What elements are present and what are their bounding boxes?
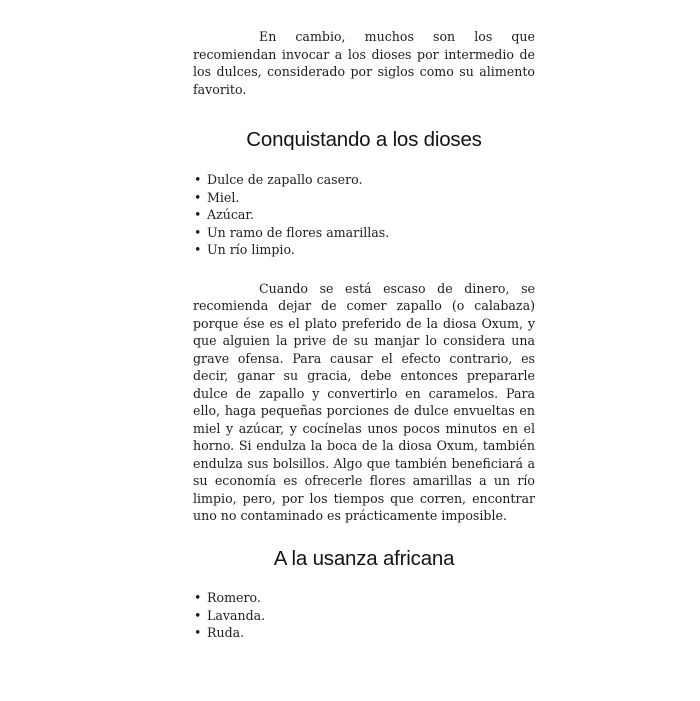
intro-paragraph: En cambio, muchos son los que recomiendan invocar a los dioses por intermedio de los dulces, considerado por siglos como su alimento favorito. (193, 29, 535, 97)
list-item: • Miel. (193, 189, 535, 207)
list-item: • Azúcar. (193, 206, 535, 224)
book-page (193, 28, 535, 642)
list-item: • Un río limpio. (193, 241, 535, 259)
list-item: • Un ramo de flores amarillas. (193, 224, 535, 242)
section-heading-conquistando: Conquistando a los dioses (246, 128, 482, 151)
list-item: • Dulce de zapallo casero. (193, 171, 535, 189)
list-item: • Lavanda. (193, 607, 535, 625)
list-item: • Ruda. (193, 624, 535, 642)
section-heading-usanza-africana: A la usanza africana (273, 546, 455, 570)
instructions-paragraph: Cuando se está escaso de dinero, se recomienda dejar de comer zapallo (o calabaza) porque ése es el plato preferido de la diosa Oxum, y que alguien la prive de su manjar lo considera una grave ofensa. Para causar el efecto contrario, es decir, ganar su gracia, debe entonces prepararle dulce de zapallo y convertirlo en caramelos. Para ello, haga pequeñas porciones de dulce envueltas en miel y azúcar, y cocínelas unos pocos minutos en el horno. Si endulza la boca de la diosa Oxum, también endulza sus bolsillos. Algo que también beneficiará a su economía es ofrecerle flores amarillas a un río limpio, pero, por los tiempos que corren, encontrar uno no contaminado es prácticamente imposible. (193, 280, 535, 524)
list-item: • Romero. (193, 589, 535, 607)
ingredients-list-usanza-africana (193, 589, 535, 642)
ingredients-list-conquistando (193, 171, 535, 259)
